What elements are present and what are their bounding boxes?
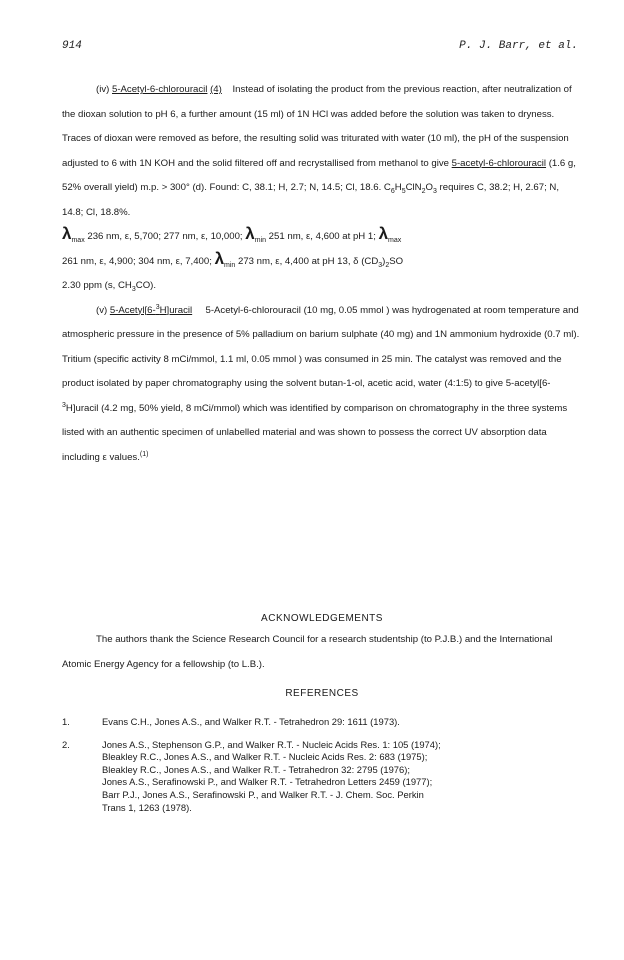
reference-number: 1. [62, 716, 70, 727]
reference-line: Evans C.H., Jones A.S., and Walker R.T. - Tetrahedron 29: 1611 (1973). [102, 716, 400, 727]
reference-line: Bleakley R.C., Jones A.S., and Walker R.T. - Nucleic Acids Res. 2: 683 (1975); [102, 751, 428, 763]
uv-data: 273 nm, ε, 4,400 at pH 13, δ (CD [235, 255, 379, 267]
section-iv-title: 5-Acetyl-6-chlorouracil [112, 84, 208, 95]
formula-sub: 3 [131, 285, 136, 293]
formula-part: SO [389, 255, 404, 267]
citation: (1) [139, 450, 149, 458]
reference-number: 2. [62, 738, 70, 750]
section-v-title [110, 305, 192, 316]
reference-line: Jones A.S., Stephenson G.P., and Walker R.T. - Nucleic Acids Res. 1: 105 (1974); [102, 738, 441, 750]
acknowledgements-text: The authors thank the Science Research Council for a research studentship (to P.J.B.) and the International Atomic Energy Agency for a fellowship (to L.B.). [62, 634, 553, 670]
section-v-title-pre: 5-Acetyl[6- [109, 304, 156, 316]
page-number: 914 [62, 40, 82, 52]
section-v-paragraph [62, 299, 582, 471]
nmr-data: CO). [135, 280, 157, 291]
lambda-max-sub: max [71, 236, 85, 244]
acknowledgements-heading: ACKNOWLEDGEMENTS [261, 613, 383, 624]
formula-sub: 5 [401, 187, 406, 195]
lambda-max-sub: max [388, 236, 402, 244]
formula-sub: 2 [385, 261, 390, 269]
formula-sub: 6 [390, 187, 395, 195]
formula-part: O [425, 182, 433, 193]
lambda-min-sub: min [224, 261, 236, 269]
reference-line: Barr P.J., Jones A.S., Serafinowski P., and Walker R.T. - J. Chem. Soc. Perkin [102, 788, 424, 800]
reference-item [62, 716, 582, 729]
running-head: P. J. Barr, et al. [459, 40, 578, 52]
reference-text [102, 739, 582, 815]
body-text [62, 78, 582, 470]
uv-data: 261 nm, ε, 4,900; 304 nm, ε, 7,400; [62, 255, 215, 267]
nmr-data: 2.30 ppm (s, CH [62, 280, 132, 291]
formula-sub: 2 [421, 187, 426, 195]
section-iv-requires: requires C, 38.2; H, 2.67; N, 14.8; Cl, 18.8%. [62, 182, 560, 218]
reference-line: Jones A.S., Serafinowski P., and Walker R.T. - Tetrahedron Letters 2459 (1977); [102, 776, 433, 788]
section-v-text: 5-Acetyl-6-chlorouracil (10 mg, 0.05 mmol ) was hydrogenated at room temperature and atmospheric pressure in the presence of 5% palladium on barium sulphate (40 mg) and 1N ammonium hydroxide (0.7 ml). Tritium (specific activity 8 mCi/mmol, 1.1 ml, 0.05 mmol ) was consumed in 25 min. The catalyst was removed and the product isolated by paper chromatography using the solvent butan-1-ol, acetic acid, water (4:1:5) to give 5-acetyl[6- [62, 304, 580, 389]
section-iv-compound-ref: (4) [210, 84, 222, 95]
section-iv-text: Instead of isolating the product from the previous reaction, after neutralization of the dioxan solution to pH 6, a further amount (15 ml) of 1N HCl was added before the solution was taken to dryness. Traces of dioxan were removed as before, the resulting solid was triturated with water (10 ml), the pH of the suspension adjusted to 6 with 1N KOH and the solid filtered off and recrystallised from methanol to give [62, 84, 572, 169]
section-v-title-sup: 3 [155, 303, 160, 311]
references-heading: REFERENCES [285, 688, 359, 699]
reference-item [62, 739, 582, 815]
formula-sub: 3 [378, 261, 383, 269]
section-iv-product: 5-acetyl-6-chlorouracil [451, 157, 547, 169]
formula-part: H [394, 182, 402, 193]
lambda-symbol: λ [378, 224, 389, 243]
section-iv-label: (iv) [96, 84, 110, 95]
reference-text [102, 716, 582, 729]
formula-sub: 3 [432, 187, 437, 195]
section-v-label: (v) [96, 304, 108, 316]
section-v-title-post: H]uracil [159, 304, 193, 316]
lambda-symbol: λ [214, 248, 225, 268]
section-iv-analysis: (1.6 g, 52% overall yield) m.p. > 300° (d). Found: C, 38.1; H, 2.7; N, 14.5; Cl, 18.6. C [62, 157, 576, 193]
uv-data: 236 nm, ε, 5,700; 277 nm, ε, 10,000; [84, 231, 246, 242]
lambda-min-sub: min [254, 236, 267, 244]
lambda-symbol: λ [245, 224, 255, 243]
section-v-text-2: H]uracil (4.2 mg, 50% yield, 8 mCi/mmol) which was identified by comparison on chromatography in the three systems listed with an authentic specimen of unlabelled material and was shown to possess the correct UV absorption data including ε values. [62, 402, 568, 463]
uv-data: 251 nm, ε, 4,600 at pH 1; [266, 231, 379, 242]
reference-line: Bleakley R.C., Jones A.S., and Walker R.T. - Tetrahedron 32: 2795 (1976); [102, 763, 410, 775]
acknowledgements-body [62, 628, 582, 677]
isotope-sup: 3 [62, 401, 66, 409]
formula-part: ) [382, 255, 386, 267]
reference-line: Trans 1, 1263 (1978). [102, 801, 192, 813]
lambda-symbol: λ [62, 224, 72, 243]
references-list [62, 716, 582, 824]
formula-part: ClN [405, 182, 422, 193]
section-iv-paragraph [62, 78, 582, 299]
